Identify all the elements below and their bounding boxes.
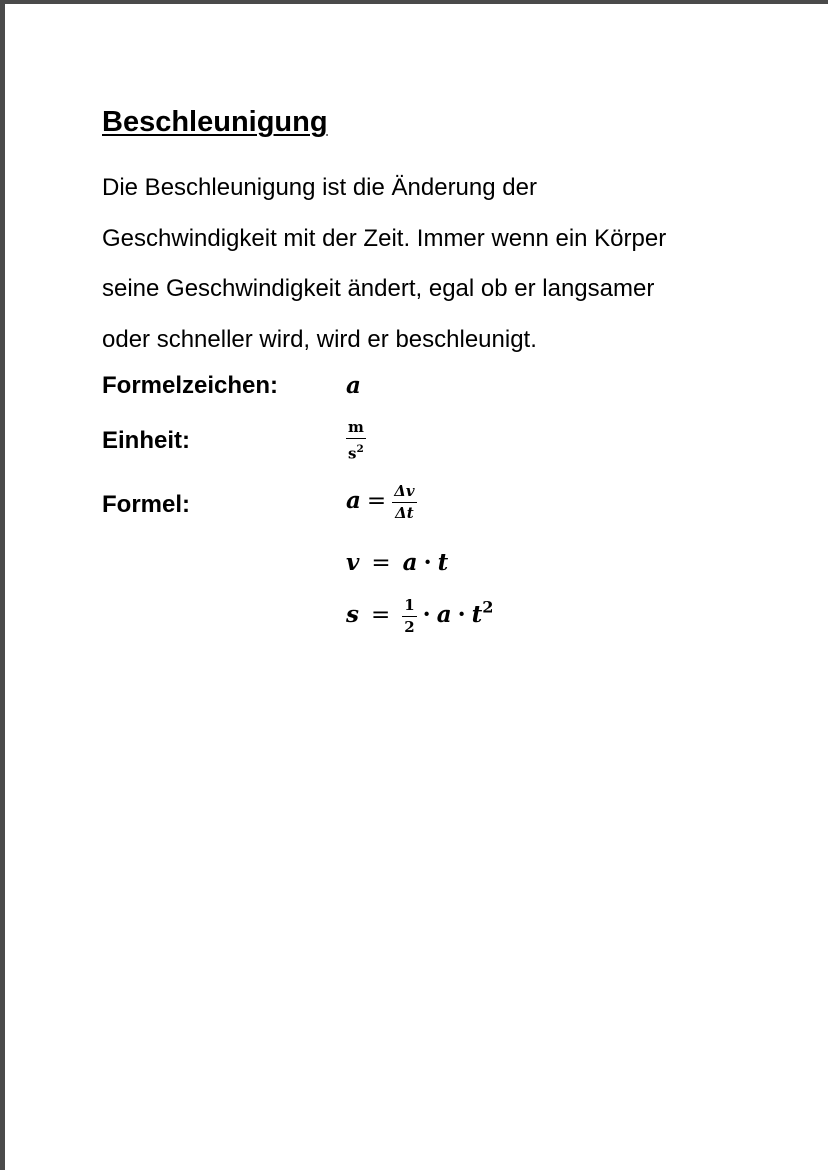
formelzeichen-symbol [346, 371, 361, 401]
equals-sign: = [366, 488, 387, 514]
formula-var: t [471, 601, 483, 628]
fraction-denominator: Δt [395, 504, 414, 522]
exponent: 2 [482, 597, 494, 617]
multiply-dot: · [422, 601, 431, 628]
formula-var: a [402, 549, 418, 576]
multiply-dot: · [423, 549, 432, 576]
formula-fraction [392, 482, 416, 522]
fraction-numerator: 1 [402, 596, 416, 617]
page-title: Beschleunigung [102, 106, 328, 138]
formula-fraction [402, 596, 416, 636]
formel-label: Formel: [102, 491, 191, 518]
unit-denominator-exponent: 2 [356, 443, 364, 455]
formula-var: a [436, 601, 452, 628]
formula-var: v [346, 549, 360, 576]
paragraph-line: seine Geschwindigkeit ändert, egal ob er langsamer [102, 275, 655, 302]
formelzeichen-label: Formelzeichen: [102, 372, 279, 399]
formula-velocity [346, 548, 448, 578]
symbol-a: a [346, 372, 361, 399]
fraction-numerator: Δv [392, 482, 416, 503]
einheit-label: Einheit: [102, 427, 190, 454]
paragraph-line: Die Beschleunigung ist die Änderung der [102, 174, 537, 201]
formula-acceleration [346, 482, 417, 522]
fraction-denominator: 2 [404, 618, 415, 636]
paragraph-line: oder schneller wird, wird er beschleunigt. [102, 325, 537, 353]
paragraph-line: Geschwindigkeit mit der Zeit. Immer wenn ein Körper [102, 224, 667, 252]
formula-var: t [437, 549, 449, 576]
unit-numerator: m [346, 418, 366, 439]
formula-distance [346, 596, 493, 636]
multiply-dot: · [457, 601, 466, 628]
definition-paragraph [102, 163, 752, 365]
equals-sign: = [371, 550, 391, 576]
unit-denominator-base: s [348, 444, 357, 463]
einheit-unit [346, 418, 366, 462]
unit-denominator [346, 439, 366, 462]
equals-sign: = [370, 602, 391, 628]
formula-var: s [346, 601, 359, 628]
formula-var: a [346, 487, 361, 514]
unit-fraction [346, 418, 366, 462]
